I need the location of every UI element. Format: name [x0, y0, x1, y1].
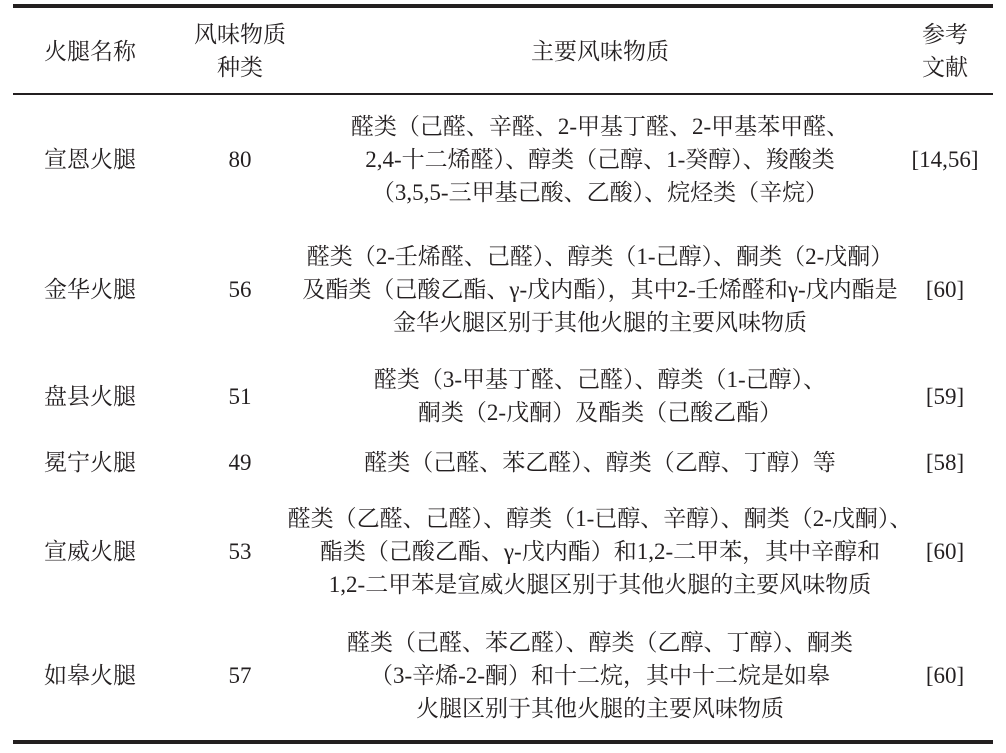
row-4-count	[175, 438, 305, 486]
row-5-reference	[895, 492, 995, 610]
row-2-count	[175, 225, 305, 353]
row-5-main-flavors	[287, 492, 913, 610]
row-4-main-line-1: 醛类（己醛、苯乙醛）、醇类（乙醇、丁醇）等	[364, 449, 836, 475]
header-reference	[895, 10, 995, 92]
header-ham-name	[20, 10, 160, 92]
row-6-count	[175, 616, 305, 734]
row-3-count	[175, 360, 305, 432]
row-5-main-line-1: 醛类（乙醛、己醛）、醇类（1-已醇、辛醇）、酮类（2-戊酮）、	[287, 505, 913, 531]
row-2-main-flavors	[290, 225, 910, 353]
row-4-count-text: 49	[228, 449, 252, 475]
row-3-main-flavors	[290, 360, 910, 432]
row-6-main-line-1: 醛类（己醛、苯乙醛）、醇类（乙醇、丁醇）、酮类	[347, 629, 853, 655]
header-main-flavors	[290, 10, 910, 92]
header-ham-name-text: 火腿名称	[44, 38, 136, 64]
row-1-main-line-3: （3,5,5-三甲基己酸、乙酸）、烷烃类（辛烷）	[371, 179, 829, 205]
row-3-ham-name-text: 盘县火腿	[44, 383, 136, 409]
row-1-reference	[895, 100, 995, 218]
row-1-main-line-2: 2,4-十二烯醛）、醇类（己醇、1-癸醇）、羧酸类	[365, 146, 835, 172]
row-2-reference-text: [60]	[925, 276, 965, 302]
row-3-main-line-2: 酮类（2-戊酮）及酯类（己酸乙酯）	[417, 400, 783, 425]
row-6-main-flavors	[290, 616, 910, 734]
row-6-reference	[895, 616, 995, 734]
header-flavor-count-line-1: 风味物质	[194, 22, 286, 47]
table-top-rule	[13, 4, 993, 8]
row-5-main-line-2: 酯类（己酸乙酯、γ-戊内酯）和1,2-二甲苯，其中辛醇和	[319, 538, 881, 564]
row-6-ham-name-text: 如皋火腿	[44, 662, 136, 688]
row-4-reference	[895, 438, 995, 486]
row-2-main-line-3: 金华火腿区别于其他火腿的主要风味物质	[393, 309, 807, 335]
row-2-count-text: 56	[228, 276, 252, 302]
row-1-count-text: 80	[228, 146, 252, 172]
row-3-reference-text: [59]	[925, 383, 965, 409]
row-4-reference-text: [58]	[925, 449, 965, 475]
row-2-ham-name	[20, 225, 160, 353]
row-5-ham-name	[20, 492, 160, 610]
row-5-count-text: 53	[228, 538, 252, 564]
row-3-ham-name	[20, 360, 160, 432]
row-4-ham-name	[20, 438, 160, 486]
row-3-reference	[895, 360, 995, 432]
row-3-main-line-1: 醛类（3-甲基丁醛、己醛）、醇类（1-己醇）、	[373, 367, 827, 392]
row-6-ham-name	[20, 616, 160, 734]
row-4-main-flavors	[290, 438, 910, 486]
table-bottom-rule	[13, 740, 993, 744]
row-4-ham-name-text: 冕宁火腿	[44, 449, 136, 475]
row-2-main-line-2: 及酯类（己酸乙酯、γ-戊内酯），其中2-壬烯醛和γ-戊内酯是	[302, 276, 898, 302]
row-5-ham-name-text: 宣威火腿	[44, 538, 136, 564]
row-5-reference-text: [60]	[925, 538, 965, 564]
row-1-ham-name	[20, 100, 160, 218]
header-main-flavors-text: 主要风味物质	[531, 38, 669, 64]
row-1-main-line-1: 醛类（己醛、辛醛、2-甲基丁醛、2-甲基苯甲醛、	[350, 113, 850, 139]
row-2-main-line-1: 醛类（2-壬烯醛、己醛）、醇类（1-己醇）、酮类（2-戊酮）	[306, 243, 894, 269]
row-5-main-line-3: 1,2-二甲苯是宣威火腿区别于其他火腿的主要风味物质	[328, 571, 872, 597]
row-1-count	[175, 100, 305, 218]
row-1-main-flavors	[290, 100, 910, 218]
header-reference-line-1: 参考	[922, 22, 968, 47]
row-6-count-text: 57	[228, 662, 252, 688]
header-flavor-count	[175, 10, 305, 92]
table-header-rule	[13, 93, 993, 95]
row-6-reference-text: [60]	[925, 662, 965, 688]
row-5-count	[175, 492, 305, 610]
row-3-count-text: 51	[228, 383, 252, 409]
row-6-main-line-2: （3-辛烯-2-酮）和十二烷，其中十二烷是如皋	[370, 662, 830, 688]
row-2-ham-name-text: 金华火腿	[44, 276, 136, 302]
header-reference-line-2: 文献	[922, 55, 968, 80]
row-2-reference	[895, 225, 995, 353]
header-flavor-count-line-2: 种类	[217, 55, 263, 80]
row-6-main-line-3: 火腿区别于其他火腿的主要风味物质	[416, 695, 784, 721]
row-1-reference-text: [14,56]	[911, 146, 979, 172]
row-1-ham-name-text: 宣恩火腿	[44, 146, 136, 172]
